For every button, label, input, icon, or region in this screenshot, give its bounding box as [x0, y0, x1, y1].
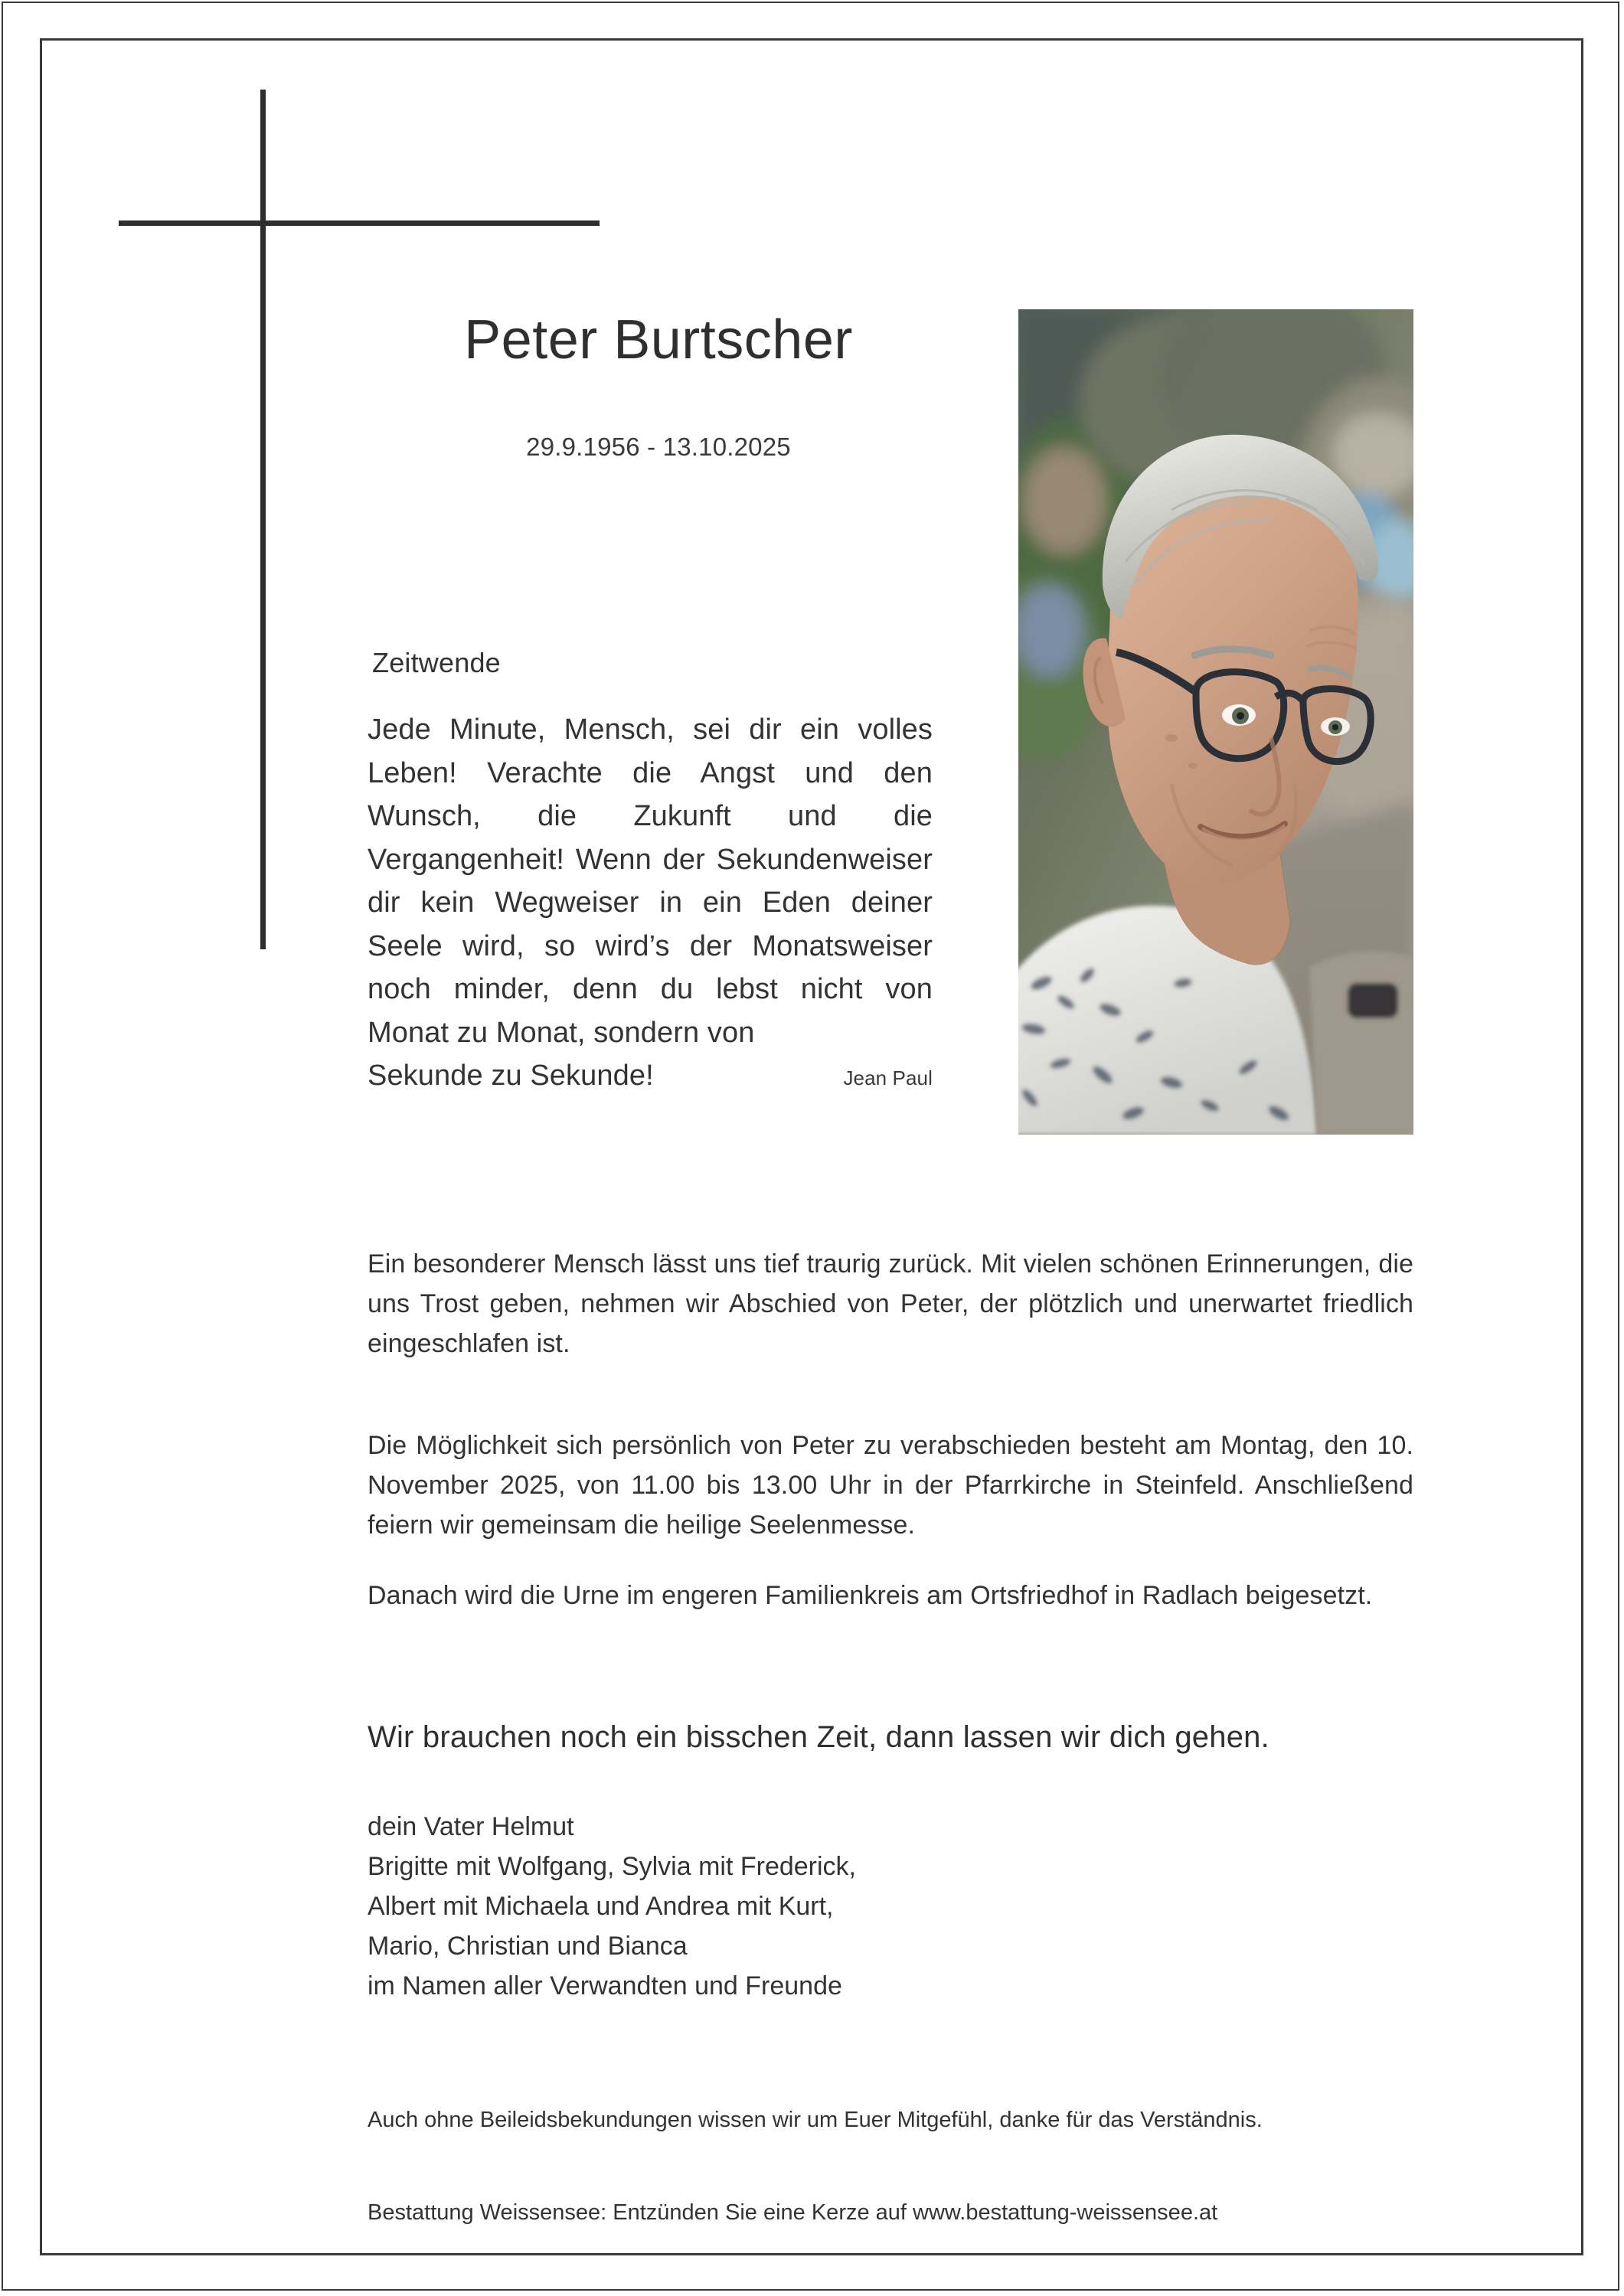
family-line: Mario, Christian und Bianca [368, 1932, 688, 1961]
deceased-dates: 29.9.1956 - 13.10.2025 [526, 433, 791, 461]
family-line: Albert mit Michaela und Andrea mit Kurt, [368, 1892, 834, 1921]
family-line: dein Vater Helmut [368, 1812, 574, 1841]
family-line: Brigitte mit Wolfgang, Sylvia mit Frederick, [368, 1852, 856, 1881]
note-condolences: Auch ohne Beileidsbekundungen wissen wir um Euer Mitgefühl, danke für das Verständnis. [368, 2108, 1263, 2132]
paragraph-visitation: Die Möglichkeit sich persönlich von Peter zu verabschieden besteht am Montag, den 10. November 2025, von 11.00 bis 13.00 Uhr in der Pfarrkirche in Steinfeld. Anschließend feiern wir gemeinsam die heilige Seelenmesse. [368, 1431, 1413, 1540]
portrait-photo [1018, 309, 1413, 1135]
paragraph-interment: Danach wird die Urne im engeren Familienkreis am Ortsfriedhof in Radlach beigesetzt. [368, 1581, 1373, 1610]
poem-last-line: Sekunde zu Sekunde! [368, 1060, 654, 1092]
portrait-illustration [1018, 309, 1413, 1135]
closing-line: Wir brauchen noch ein bisschen Zeit, dann lassen wir dich gehen. [368, 1720, 1269, 1754]
family-line: im Namen aller Verwandten und Freunde [368, 1971, 842, 2000]
poem-text: Jede Minute, Mensch, sei dir ein volles Leben! Verachte die Angst und den Wunsch, die Zukunft und die Vergangenheit! Wenn der Sekundenweiser dir kein Wegweiser in ein Eden deiner Seele wird, so wird’s der Monatsweiser noch minder, denn du lebst nicht von Monat zu Monat, sondern von [368, 714, 933, 1049]
poem-last-line-row [368, 1054, 933, 1100]
poem-attribution: Jean Paul [843, 1066, 933, 1089]
deceased-name: Peter Burtscher [464, 309, 853, 371]
paragraph-farewell: Ein besonderer Mensch lässt uns tief traurig zurück. Mit vielen schönen Erinnerungen, die uns Trost geben, nehmen wir Abschied von Peter, der plötzlich und unerwartet friedlich eingeschlafen ist. [368, 1249, 1413, 1358]
poem-title: Zeitwende [372, 647, 501, 678]
cross-icon-horizontal-bar [119, 220, 600, 226]
cross-icon-vertical-bar [260, 90, 266, 949]
family-signature-list [368, 1807, 1413, 2006]
note-funeral-home: Bestattung Weissensee: Entzünden Sie eine Kerze auf www.bestattung-weissensee.at [368, 2200, 1218, 2225]
poem-body [368, 708, 933, 1100]
